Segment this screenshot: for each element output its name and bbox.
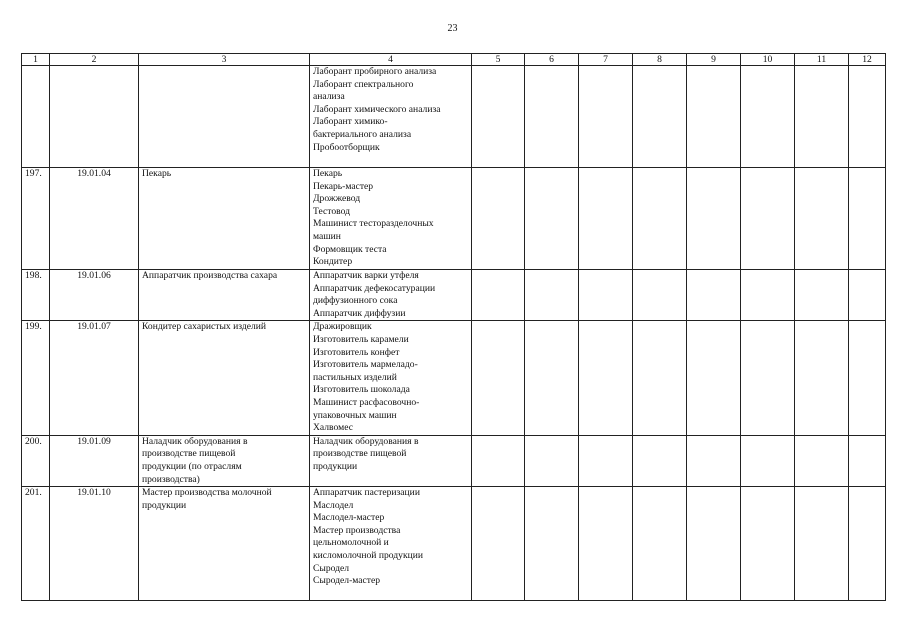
empty-cell-col-7	[579, 270, 633, 321]
occupation-list-line: упаковочных машин	[313, 409, 397, 421]
profession-name-line: Кондитер сахаристых изделий	[142, 321, 267, 333]
empty-cell-col-5	[472, 435, 525, 486]
occupation-list	[310, 270, 472, 321]
table-row	[22, 66, 886, 168]
profession-name-line: Мастер производства молочной	[142, 487, 272, 499]
empty-cell-col-9	[687, 435, 741, 486]
empty-cell-col-12	[849, 270, 886, 321]
profession-name-line: Наладчик оборудования в	[142, 435, 248, 447]
occupation-list	[310, 66, 472, 168]
profession-code: 19.01.06	[50, 270, 139, 321]
occupation-list-line: Халвомес	[313, 422, 353, 434]
empty-cell-col-10	[741, 168, 795, 270]
column-header-9: 9	[687, 54, 741, 66]
profession-name-line: Пекарь	[142, 168, 172, 179]
column-header-3: 3	[139, 54, 310, 66]
table-row	[22, 321, 886, 435]
occupation-list-line: Сыродел-мастер	[313, 575, 381, 587]
empty-cell-col-11	[795, 270, 849, 321]
profession-name	[139, 487, 310, 601]
column-header-1: 1	[22, 54, 50, 66]
empty-cell-col-7	[579, 66, 633, 168]
empty-cell-col-5	[472, 487, 525, 601]
profession-name-line: производстве пищевой	[142, 448, 236, 460]
occupation-list	[310, 168, 472, 270]
occupation-list-line: Лаборант химического анализа	[313, 103, 441, 115]
empty-cell-col-5	[472, 66, 525, 168]
empty-cell-col-6	[525, 487, 579, 601]
empty-cell-col-8	[633, 487, 687, 601]
occupation-list-line: Изготовитель мармеладо-	[313, 359, 418, 371]
empty-cell-col-8	[633, 435, 687, 486]
table-row	[22, 487, 886, 601]
column-header-6: 6	[525, 54, 579, 66]
empty-cell-col-9	[687, 487, 741, 601]
empty-cell-col-5	[472, 270, 525, 321]
empty-cell-col-8	[633, 168, 687, 270]
profession-name	[139, 321, 310, 435]
occupations-table	[21, 53, 886, 601]
occupation-list-line: Изготовитель конфет	[313, 346, 400, 358]
occupation-list-line: Дражировщик	[313, 321, 372, 333]
profession-code: 19.01.10	[50, 487, 139, 601]
occupation-list-line: Изготовитель карамели	[313, 333, 409, 345]
occupation-list-line: машин	[313, 230, 341, 242]
empty-cell-col-9	[687, 270, 741, 321]
column-header-7: 7	[579, 54, 633, 66]
column-header-8: 8	[633, 54, 687, 66]
page-number: 23	[447, 23, 458, 34]
column-header-5: 5	[472, 54, 525, 66]
occupation-list-line: бактериального анализа	[313, 128, 412, 140]
row-number	[22, 66, 50, 168]
column-header-2: 2	[50, 54, 139, 66]
profession-name-line: Аппаратчик производства сахара	[142, 270, 278, 281]
empty-cell-col-6	[525, 66, 579, 168]
empty-cell-col-8	[633, 270, 687, 321]
occupation-list-line: Маслодел-мастер	[313, 512, 385, 524]
occupation-list-line: Машинист расфасовочно-	[313, 396, 420, 408]
empty-cell-col-12	[849, 487, 886, 601]
empty-cell-col-12	[849, 168, 886, 270]
occupation-list-line: Тестовод	[313, 205, 350, 217]
empty-cell-col-11	[795, 168, 849, 270]
column-header-4: 4	[310, 54, 472, 66]
occupation-list-line: Маслодел	[313, 499, 354, 511]
table-row	[22, 168, 886, 270]
occupation-list	[310, 487, 472, 601]
occupation-list-line: Аппаратчик варки утфеля	[313, 270, 419, 281]
profession-code: 19.01.04	[50, 168, 139, 270]
header-row	[22, 54, 886, 66]
empty-cell-col-7	[579, 168, 633, 270]
occupation-list-line: Дрожжевод	[313, 193, 361, 205]
occupation-list-line: Аппаратчик дефекосатурации	[313, 282, 436, 294]
empty-cell-col-12	[849, 321, 886, 435]
profession-name	[139, 168, 310, 270]
empty-cell-col-5	[472, 168, 525, 270]
empty-cell-col-12	[849, 66, 886, 168]
profession-code: 19.01.07	[50, 321, 139, 435]
occupation-list-line: анализа	[313, 91, 345, 103]
occupation-list-line: Лаборант химико-	[313, 116, 388, 128]
table-body	[22, 66, 886, 601]
empty-cell-col-8	[633, 66, 687, 168]
occupation-list-line: Наладчик оборудования в	[313, 435, 419, 447]
empty-cell-col-11	[795, 66, 849, 168]
empty-cell-col-10	[741, 66, 795, 168]
column-header-10: 10	[741, 54, 795, 66]
row-number: 200.	[22, 435, 50, 486]
column-header-11: 11	[795, 54, 849, 66]
table-row	[22, 270, 886, 321]
profession-name-line: производства)	[142, 473, 200, 485]
profession-name	[139, 435, 310, 486]
occupation-list-line: Изготовитель шоколада	[313, 384, 410, 396]
occupation-list	[310, 435, 472, 486]
empty-cell-col-10	[741, 487, 795, 601]
occupation-list-line: Сыродел	[313, 562, 350, 574]
row-number: 198.	[22, 270, 50, 321]
row-number: 199.	[22, 321, 50, 435]
occupation-list-line: Пробоотборщик	[313, 141, 380, 153]
occupation-list-line: Мастер производства	[313, 524, 401, 536]
occupation-list-line: Аппаратчик диффузии	[313, 307, 406, 319]
empty-cell-col-6	[525, 270, 579, 321]
row-number: 201.	[22, 487, 50, 601]
profession-name	[139, 270, 310, 321]
occupation-list-line: кисломолочной продукции	[313, 550, 424, 562]
empty-cell-col-7	[579, 435, 633, 486]
profession-code: 19.01.09	[50, 435, 139, 486]
occupation-list-line: Кондитер	[313, 256, 353, 268]
empty-cell-col-12	[849, 435, 886, 486]
empty-cell-col-9	[687, 321, 741, 435]
empty-cell-col-11	[795, 435, 849, 486]
occupation-list-line: Формовщик теста	[313, 243, 387, 255]
table-row	[22, 435, 886, 486]
row-number: 197.	[22, 168, 50, 270]
empty-cell-col-6	[525, 321, 579, 435]
profession-name-line: продукции	[142, 499, 187, 511]
profession-name-line: продукции (по отраслям	[142, 460, 242, 472]
empty-cell-col-5	[472, 321, 525, 435]
profession-name	[139, 66, 310, 168]
empty-cell-col-9	[687, 168, 741, 270]
occupation-list-line: Аппаратчик пастеризации	[313, 487, 420, 499]
empty-cell-col-6	[525, 435, 579, 486]
empty-cell-col-7	[579, 487, 633, 601]
occupation-list	[310, 321, 472, 435]
profession-code	[50, 66, 139, 168]
empty-cell-col-11	[795, 321, 849, 435]
empty-cell-col-10	[741, 435, 795, 486]
occupation-list-line: цельномолочной и	[313, 537, 389, 549]
empty-cell-col-10	[741, 321, 795, 435]
empty-cell-col-11	[795, 487, 849, 601]
occupation-list-line: Лаборант пробирного анализа	[313, 66, 437, 77]
occupation-list-line: Пекарь-мастер	[313, 180, 374, 192]
empty-cell-col-6	[525, 168, 579, 270]
column-header-12: 12	[849, 54, 886, 66]
empty-cell-col-7	[579, 321, 633, 435]
occupation-list-line: диффузионного сока	[313, 295, 398, 307]
occupation-list-line: Лаборант спектрального	[313, 78, 414, 90]
occupation-list-line: производстве пищевой	[313, 448, 407, 460]
occupation-list-line: Пекарь	[313, 168, 343, 179]
occupation-list-line: Машинист тесторазделочных	[313, 218, 434, 230]
occupation-list-line: продукции	[313, 460, 358, 472]
occupation-list-line: пастильных изделий	[313, 371, 397, 383]
empty-cell-col-8	[633, 321, 687, 435]
empty-cell-col-9	[687, 66, 741, 168]
empty-cell-col-10	[741, 270, 795, 321]
